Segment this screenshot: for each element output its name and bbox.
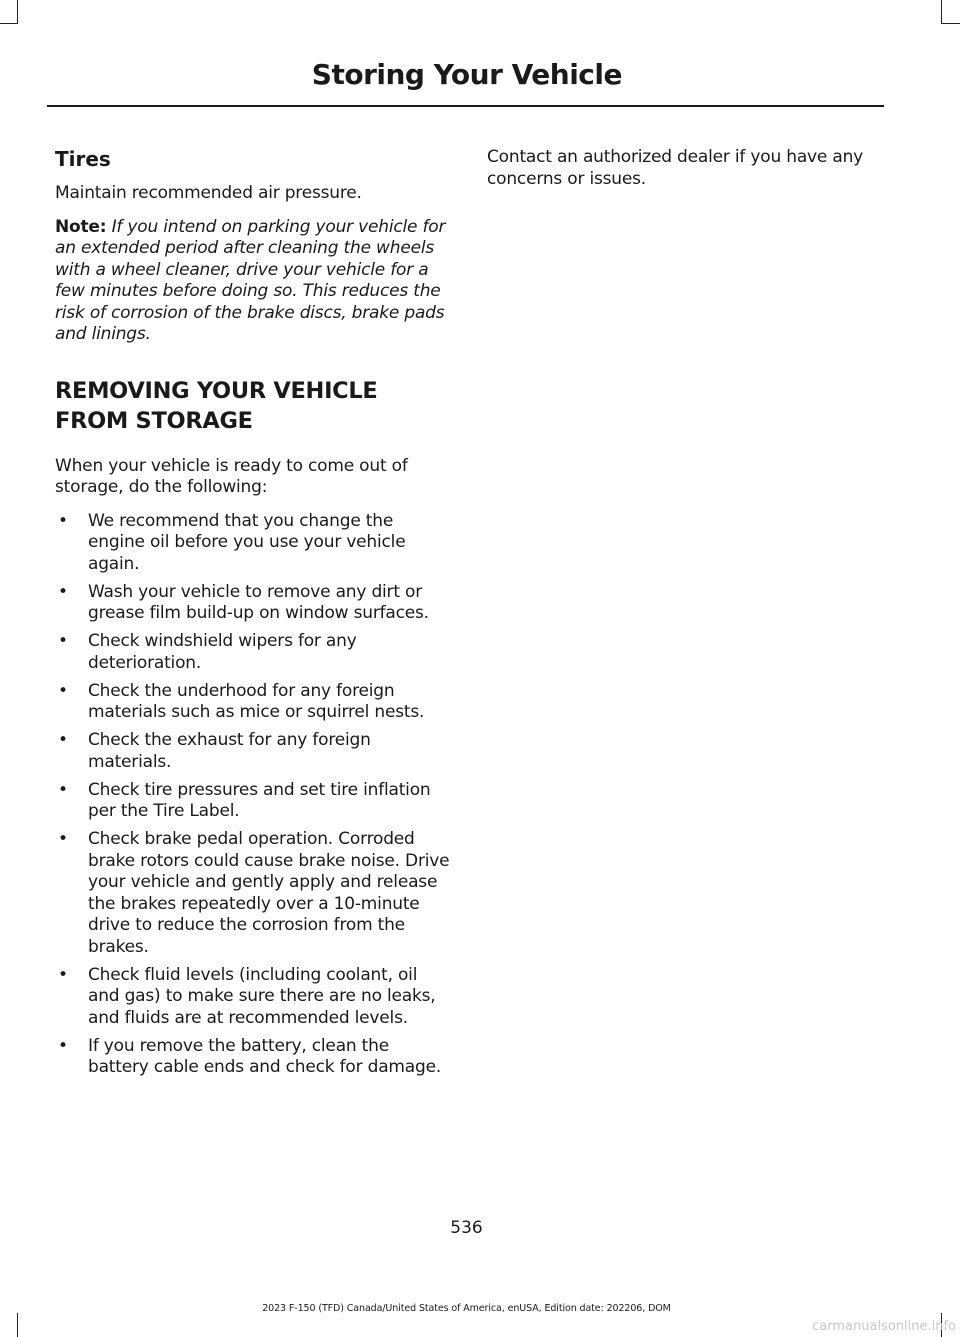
section-heading	[55, 376, 450, 436]
bullet-icon: •	[58, 829, 68, 849]
title-rule	[47, 105, 884, 107]
list-item-text: If you remove the battery, clean the battery cable ends and check for damage.	[88, 1035, 442, 1077]
storage-intro: When your vehicle is ready to come out of storage, do the following:	[55, 455, 408, 497]
list-item-text: We recommend that you change the engine oil before you use your vehicle again.	[88, 510, 406, 574]
dealer-contact-text: Contact an authorized dealer if you have any concerns or issues.	[487, 147, 864, 189]
bullet-icon: •	[58, 680, 68, 701]
note-body: If you intend on parking your vehicle for an extended period after cleaning the wheels with a wheel cleaner, drive your vehicle for a few minutes before doing so. This reduces the risk of corrosion of the brake discs, brake pads and linings.	[55, 216, 446, 344]
footer-edition: 2023 F-150 (TFD) Canada/United States of America, enUSA, Edition date: 202206, DOM	[262, 1303, 671, 1314]
bullet-icon: •	[58, 631, 68, 651]
crop-mark-bottom-left	[17, 1313, 18, 1337]
page-title: Storing Your Vehicle	[311, 58, 622, 91]
list-item	[55, 965, 450, 1030]
bullet-icon: •	[58, 581, 68, 602]
list-item	[55, 631, 450, 674]
tires-text: Maintain recommended air pressure.	[55, 183, 362, 203]
list-item-text: Check brake pedal operation. Corroded brake rotors could cause brake noise. Drive your vehicle and gently apply and release the brakes repeatedly over a 10-minute drive to reduce the corrosion from the brakes.	[88, 829, 450, 957]
list-item-text: Check the underhood for any foreign materials such as mice or squirrel nests.	[88, 680, 425, 722]
bullet-icon: •	[58, 510, 68, 531]
section-heading-line2: FROM STORAGE	[55, 407, 253, 434]
tires-heading: Tires	[55, 147, 111, 171]
crop-mark-top-right	[941, 0, 942, 24]
list-item	[55, 780, 450, 823]
list-item	[55, 582, 450, 625]
checklist	[55, 511, 450, 1079]
list-item	[55, 681, 450, 724]
page-number: 536	[450, 1218, 483, 1238]
crop-mark-top-left	[17, 0, 18, 24]
list-item	[55, 511, 450, 576]
note-paragraph	[55, 217, 450, 346]
bullet-icon: •	[58, 730, 68, 750]
note-label: Note:	[55, 216, 107, 237]
right-column	[487, 147, 882, 202]
list-item	[55, 730, 450, 773]
bullet-icon: •	[58, 1035, 68, 1056]
crop-mark-top-right-h	[941, 23, 960, 24]
list-item	[55, 829, 450, 958]
watermark: carmanualsonline.info	[812, 1319, 956, 1334]
bullet-icon: •	[58, 964, 68, 985]
list-item-text: Check the exhaust for any foreign materials.	[88, 730, 371, 772]
list-item-text: Check tire pressures and set tire inflation per the Tire Label.	[88, 779, 431, 821]
left-column	[55, 145, 450, 1085]
section-heading-line1: REMOVING YOUR VEHICLE	[55, 377, 378, 404]
bullet-icon: •	[58, 779, 68, 800]
list-item-text: Wash your vehicle to remove any dirt or grease film build-up on window surfaces.	[88, 581, 429, 623]
list-item	[55, 1036, 450, 1079]
list-item-text: Check windshield wipers for any deterioration.	[88, 631, 357, 673]
list-item-text: Check fluid levels (including coolant, oil and gas) to make sure there are no leaks, and fluids are at recommended levels.	[88, 964, 436, 1028]
crop-mark-top-left-h	[0, 23, 18, 24]
